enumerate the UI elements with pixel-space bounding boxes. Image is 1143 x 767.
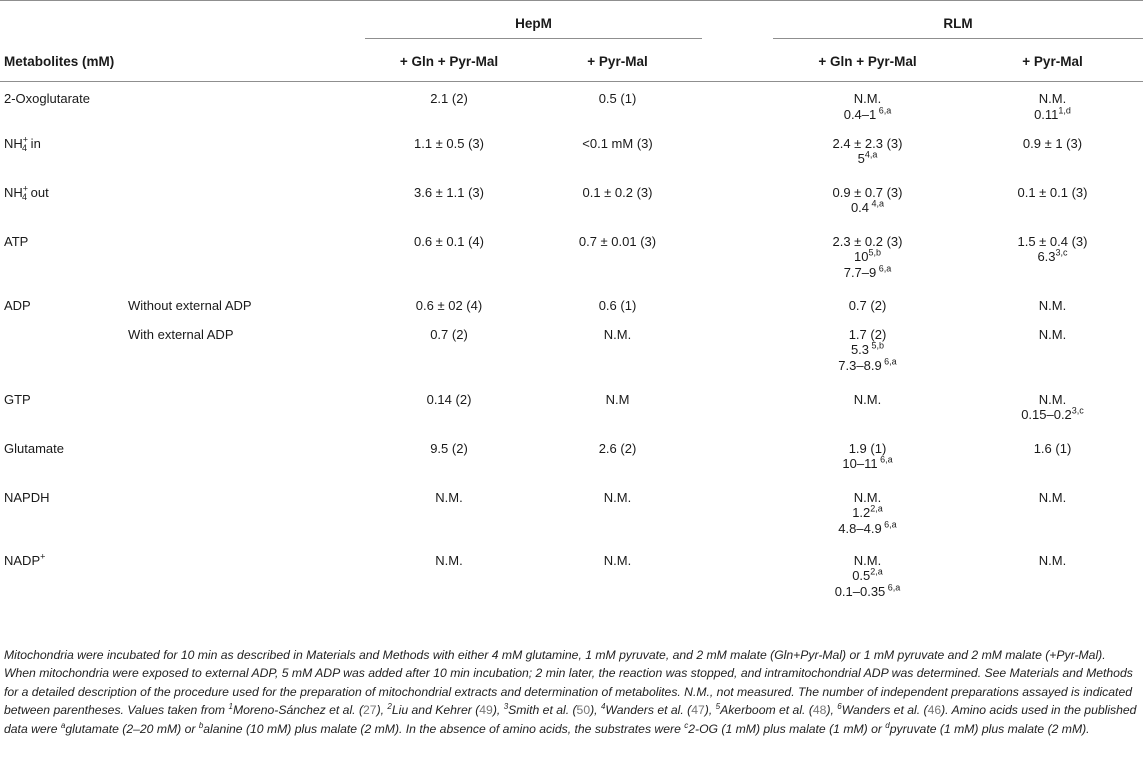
rlm-gln-value: 1.9 (1) 10–11 $^{6,a}$: [842, 440, 893, 471]
hepm-pyr-value: N.M.: [603, 326, 632, 342]
metabolite-name: NAPDH: [4, 489, 50, 505]
rlm-gln-value: N.M. 0.4–1 $^{6,a}$: [843, 91, 892, 122]
rlm-gln-value: N.M. 0.5$^{2,a}$ 0.1–0.35 $^{6,a}$: [834, 552, 901, 599]
rlm-gln-value: 2.3 ± 0.2 (3) 10$^{5,b}$ 7.7–9 $^{6,a}$: [832, 233, 903, 280]
hepm-pyr-value: 0.5 (1): [598, 91, 637, 106]
rlm-pyr-value: 0.1 ± 0.1 (3): [1017, 184, 1088, 200]
table-row: [0, 318, 1143, 383]
rlm-pyr-value: N.M.: [1038, 297, 1067, 313]
table-row: [0, 127, 1143, 176]
hepm-pyr-value: 2.6 (2): [598, 440, 637, 456]
column-header-row: [0, 41, 1143, 82]
metabolite-condition: Without external ADP: [128, 297, 252, 313]
rlm-gln-value: N.M.: [853, 391, 882, 407]
hepm-gln-value: N.M.: [435, 552, 463, 568]
table-row: [0, 481, 1143, 544]
metabolite-name: ADP: [4, 297, 31, 313]
metabolite-name: ATP: [4, 233, 29, 249]
hepm-pyr-value: N.M.: [603, 552, 632, 568]
table-footnote: Mitochondria were incubated for 10 min as described in Materials and Methods with either 4 mM glutamine, 1 mM pyruvate, and 2 mM malate (Gln+Pyr-Mal) or 1 mM pyruvate and 2 mM malate (+Pyr-Mal). When mitochondria were exposed to external ADP, 5 mM ADP was added after 10 min incubation; 2 min later, the reaction was stopped, and intramitochondrial ADP was determined. See Materials and Methods for a detailed description of the procedure used for the preparation of mitochondrial extracts and determination of metabolites. N.M., not measured. The number of independent preparations assayed is indicated between parentheses. Values taken from $^1$Moreno-Sánchez et al. (27), $^2$Liu and Kehrer (49), $^3$Smith et al. (50), $^4$Wanders et al. (47), $^5$Akerboom et al. (48), $^6$Wanders et al. (46). Amino acids used in the published data were $^a$glutamate (2–20 mM) or $^b$alanine (10 mM) plus malate (2 mM). In the absence of amino acids, the substrates were $^c$2-OG (1 mM) plus malate (1 mM) or $^d$pyruvate (1 mM) plus malate (2 mM).: [4, 648, 1137, 736]
hepm-pyr-value: 0.6 (1): [598, 297, 637, 313]
rlm-pyr-value: N.M.: [1038, 326, 1067, 342]
rlm-pyr-value: N.M. 0.11$^{1,d}$: [1034, 91, 1071, 122]
rlm-pyr-value: 1.5 ± 0.4 (3) 6.3$^{3,c}$: [1017, 233, 1088, 264]
hepm-gln-value: 1.1 ± 0.5 (3): [413, 135, 484, 151]
table-row: [0, 289, 1143, 318]
metabolite-name: NADP+: [4, 551, 46, 568]
metabolite-name: 2-Oxoglutarate: [4, 91, 90, 106]
rlm-pyr-mal-header: + Pyr-Mal: [962, 41, 1143, 82]
table-row: [0, 383, 1143, 432]
metabolite-name: Glutamate: [4, 440, 64, 456]
group-hepm: HepM: [365, 1, 702, 42]
rlm-pyr-value: N.M.: [1038, 489, 1067, 505]
metabolite-condition: With external ADP: [128, 326, 234, 342]
hepm-pyr-mal-header: + Pyr-Mal: [533, 41, 702, 82]
rlm-gln-value: 1.7 (2) 5.3 $^{5,b}$ 7.3–8.9 $^{6,a}$: [838, 326, 897, 373]
rlm-group-rule: [773, 38, 1143, 39]
hepm-group-rule: [365, 38, 702, 39]
metabolites-column-header: Metabolites (mM): [0, 41, 365, 82]
rlm-gln-value: N.M. 1.2$^{2,a}$ 4.8–4.9 $^{6,a}$: [838, 489, 897, 536]
rlm-pyr-value: 0.9 ± 1 (3): [1022, 135, 1083, 151]
rlm-pyr-value: 1.6 (1): [1033, 440, 1072, 456]
metabolite-name: $NH^+_4$ out: [4, 183, 49, 203]
metabolite-name: GTP: [4, 391, 31, 407]
hepm-gln-value: 3.6 ± 1.1 (3): [413, 184, 484, 200]
hepm-gln-value: 0.6 ± 02 (4): [415, 297, 483, 313]
rlm-gln-value: 0.7 (2): [848, 297, 887, 313]
rlm-pyr-value: N.M.: [1038, 552, 1067, 568]
hepm-pyr-value: N.M: [605, 391, 630, 407]
table-row: [0, 176, 1143, 225]
table-row: [0, 544, 1143, 606]
hepm-pyr-value: <0.1 mM (3): [582, 135, 653, 151]
hepm-pyr-value: 0.1 ± 0.2 (3): [582, 184, 653, 200]
rlm-gln-value: 2.4 ± 2.3 (3) 5$^{4,a}$: [832, 135, 903, 166]
table-row: [0, 432, 1143, 481]
hepm-gln-value: 0.7 (2): [430, 326, 468, 342]
group-header-row: [0, 1, 1143, 42]
table-row: [0, 225, 1143, 289]
hepm-gln-value: 9.5 (2): [430, 440, 468, 456]
hepm-gln-pyr-mal-header: + Gln + Pyr-Mal: [365, 41, 533, 82]
table-row: [0, 82, 1143, 127]
rlm-gln-pyr-mal-header: + Gln + Pyr-Mal: [773, 41, 962, 82]
hepm-gln-value: 0.6 ± 0.1 (4): [413, 233, 484, 249]
hepm-gln-value: N.M.: [435, 489, 463, 505]
rlm-pyr-value: N.M. 0.15–0.2$^{3,c}$: [1021, 391, 1084, 422]
metabolite-name: $NH^+_4$ in: [4, 134, 41, 154]
hepm-gln-value: 2.1 (2): [430, 91, 468, 106]
rlm-gln-value: 0.9 ± 0.7 (3) 0.4 $^{4,a}$: [832, 184, 903, 215]
hepm-pyr-value: 0.7 ± 0.01 (3): [578, 233, 657, 249]
hepm-pyr-value: N.M.: [603, 489, 632, 505]
hepm-gln-value: 0.14 (2): [426, 391, 472, 407]
group-rlm: RLM: [773, 1, 1143, 42]
